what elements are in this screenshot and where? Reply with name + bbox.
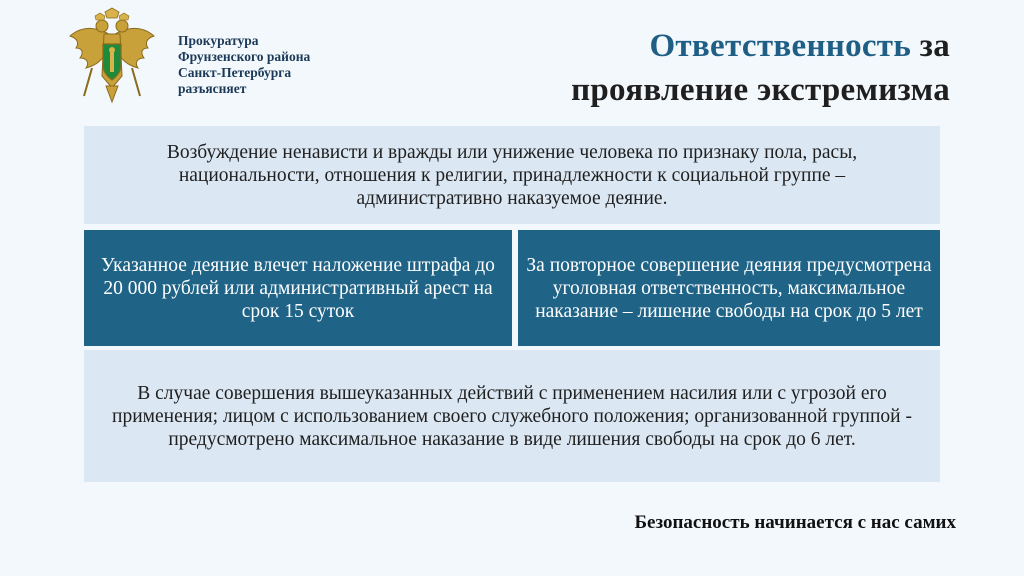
org-line: Прокуратура — [178, 33, 259, 48]
title-accent: Ответственность — [649, 28, 912, 64]
criminal-liability-text: За повторное совершение деяния предусмотрена уголовная ответственность, максимальное наказание – лишение свободы на срок до 5 лет — [526, 254, 932, 322]
administrative-penalty-box — [84, 230, 512, 346]
offense-description-box — [84, 126, 940, 224]
offense-description-text: Возбуждение ненависти и вражды или унижение человека по признаку пола, расы, национальности, отношения к религии, принадлежности к социальной группе – административно наказуемое деяние. — [166, 141, 858, 209]
org-line: Фрунзенского района — [178, 49, 311, 64]
title-line-2: проявление экстремизма — [571, 72, 950, 108]
footer-slogan: Безопасность начинается с нас самих — [634, 512, 956, 533]
administrative-penalty-text: Указанное деяние влечет наложение штрафа до 20 000 рублей или административный арест на срок 15 суток — [101, 254, 495, 322]
criminal-liability-box — [518, 230, 940, 346]
prosecutor-emblem-icon — [62, 6, 162, 106]
org-line: разъясняет — [178, 81, 247, 96]
organization-caption — [178, 33, 310, 97]
org-line: Санкт-Петербурга — [178, 65, 292, 80]
aggravated-offense-text: В случае совершения вышеуказанных действий с применением насилия или с угрозой его применения; лицом с использованием своего служебного положения; организованной группой - предусмотрено максимальное наказание в виде лишения свободы на срок до 6 лет. — [112, 382, 912, 450]
title-rest: за — [911, 28, 950, 64]
page-title — [571, 24, 950, 112]
aggravated-offense-box — [84, 350, 940, 482]
